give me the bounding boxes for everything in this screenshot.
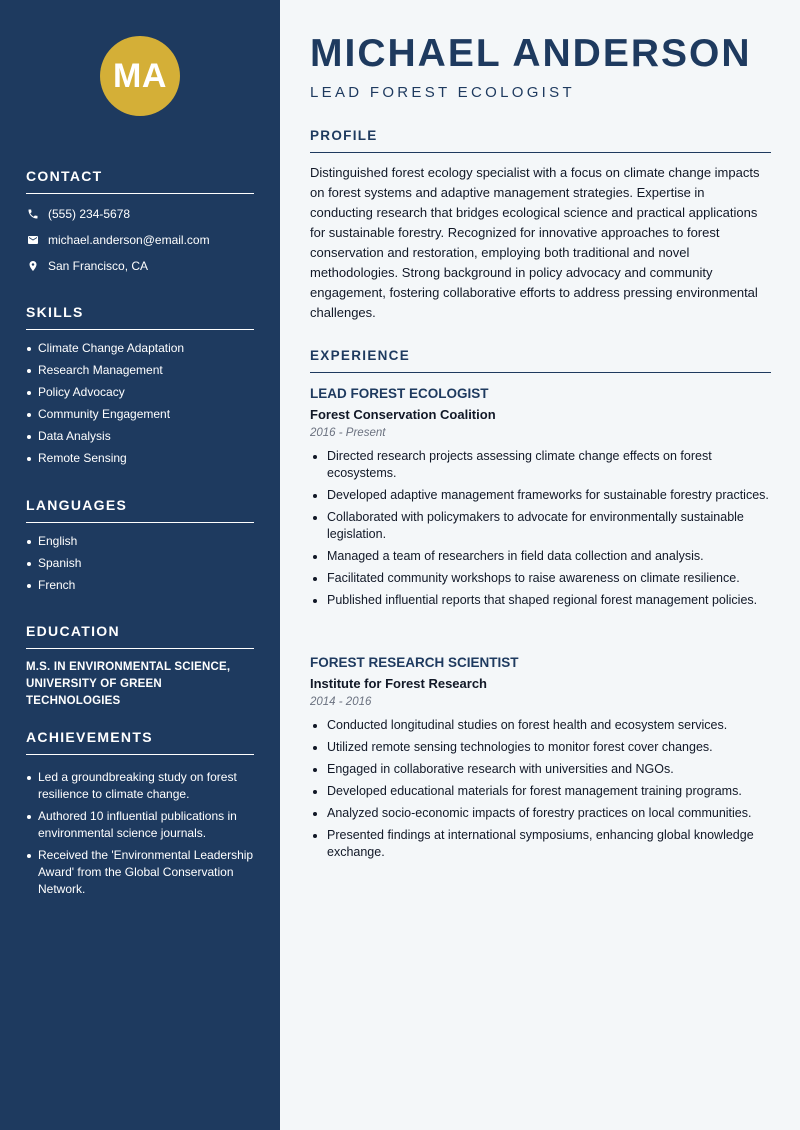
job-bullets: [310, 448, 771, 609]
languages-list: [26, 533, 254, 594]
job-bullet: Developed educational materials for forest management training programs.: [310, 783, 771, 800]
experience-section: [310, 348, 771, 373]
job-bullet: Directed research projects assessing climate change effects on forest ecosystems.: [310, 448, 771, 482]
achievements-section: [26, 729, 254, 903]
skill-item: Community Engagement: [26, 406, 254, 423]
education-section: [26, 623, 254, 710]
job-dates: 2016 - Present: [310, 427, 386, 439]
job-bullet: Utilized remote sensing technologies to monitor forest cover changes.: [310, 739, 771, 756]
achievement-item: Authored 10 influential publications in environmental science journals.: [26, 808, 254, 842]
job-bullet: Analyzed socio-economic impacts of forestry practices on local communities.: [310, 805, 771, 822]
language-item: Spanish: [26, 555, 254, 572]
skill-item: Policy Advocacy: [26, 384, 254, 401]
skills-section: [26, 304, 254, 472]
job-bullet: Engaged in collaborative research with universities and NGOs.: [310, 761, 771, 778]
languages-heading: LANGUAGES: [26, 497, 254, 523]
education-degree: M.S. IN ENVIRONMENTAL SCIENCE, UNIVERSITY OF GREEN TECHNOLOGIES: [26, 661, 231, 707]
job-bullet: Conducted longitudinal studies on forest health and ecosystem services.: [310, 717, 771, 734]
sidebar: [0, 0, 280, 1130]
location-pin-icon: [26, 260, 39, 273]
skill-item: Climate Change Adaptation: [26, 340, 254, 357]
email-text: michael.anderson@email.com: [48, 233, 210, 247]
job-bullet: Managed a team of researchers in field data collection and analysis.: [310, 548, 771, 565]
job-organization: Institute for Forest Research: [310, 676, 487, 691]
job-bullet: Developed adaptive management frameworks for sustainable forestry practices.: [310, 487, 771, 504]
languages-section: [26, 497, 254, 599]
job-bullets: [310, 717, 771, 861]
avatar-initials: MA: [100, 36, 180, 116]
contact-location: [26, 258, 254, 274]
contact-email: [26, 232, 254, 248]
skill-item: Remote Sensing: [26, 450, 254, 467]
skill-item: Research Management: [26, 362, 254, 379]
job-entry: [310, 386, 771, 614]
job-bullet: Presented findings at international symposiums, enhancing global knowledge exchange.: [310, 827, 771, 861]
contact-phone: [26, 206, 254, 222]
achievements-list: [26, 769, 254, 898]
skill-item: Data Analysis: [26, 428, 254, 445]
language-item: English: [26, 533, 254, 550]
language-item: French: [26, 577, 254, 594]
profile-text: Distinguished forest ecology specialist with a focus on climate change impacts on forest systems and adaptive management strategies. Expertise in conducting research that bridges ecological science and practical applications for sustainable forestry. Recognized for innovative approaches to forest conservation and restoration, employing both traditional and novel methodologies. Strong background in policy advocacy and community engagement, fostering collaborative efforts to address pressing environmental challenges.: [310, 165, 760, 320]
email-icon: [26, 234, 39, 247]
job-entry: [310, 655, 771, 866]
job-organization: Forest Conservation Coalition: [310, 407, 496, 422]
achievement-item: Received the 'Environmental Leadership Award' from the Global Conservation Network.: [26, 847, 254, 898]
job-bullet: Facilitated community workshops to raise awareness on climate resilience.: [310, 570, 771, 587]
phone-text: (555) 234-5678: [48, 207, 131, 221]
job-title: LEAD FOREST ECOLOGIST: [310, 386, 489, 401]
achievements-heading: ACHIEVEMENTS: [26, 729, 254, 755]
candidate-name: MICHAEL ANDERSON: [310, 32, 752, 75]
candidate-title: LEAD FOREST ECOLOGIST: [310, 84, 575, 101]
profile-section: [310, 128, 771, 323]
skills-heading: SKILLS: [26, 304, 254, 330]
contact-heading: CONTACT: [26, 168, 254, 194]
phone-icon: [26, 208, 39, 221]
achievement-item: Led a groundbreaking study on forest resilience to climate change.: [26, 769, 254, 803]
location-text: San Francisco, CA: [48, 259, 149, 273]
skills-list: [26, 340, 254, 467]
job-bullet: Collaborated with policymakers to advocate for environmentally sustainable legislation.: [310, 509, 771, 543]
job-bullet: Published influential reports that shaped regional forest management policies.: [310, 592, 771, 609]
job-title: FOREST RESEARCH SCIENTIST: [310, 655, 519, 670]
contact-section: [26, 168, 254, 274]
profile-heading: PROFILE: [310, 128, 771, 153]
job-dates: 2014 - 2016: [310, 696, 372, 708]
education-heading: EDUCATION: [26, 623, 254, 649]
experience-heading: EXPERIENCE: [310, 348, 771, 373]
